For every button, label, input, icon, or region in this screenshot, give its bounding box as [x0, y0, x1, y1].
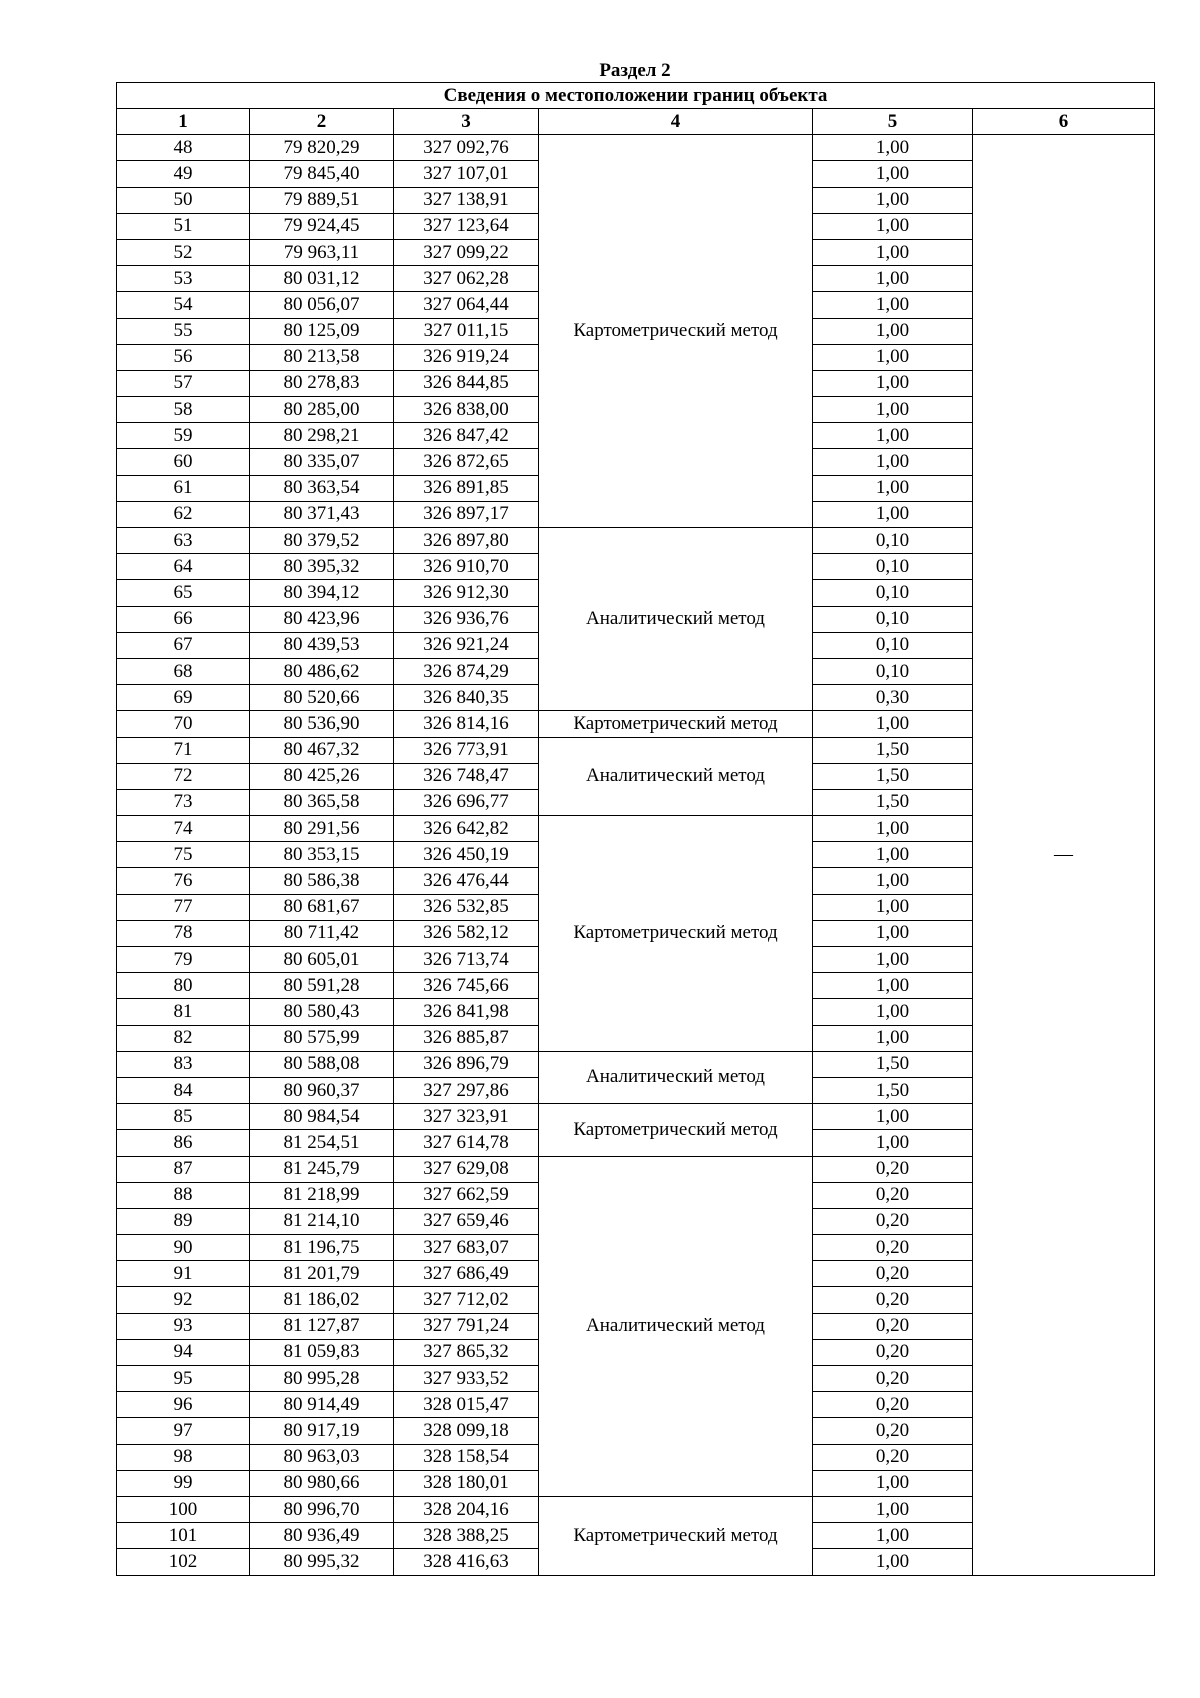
point-number-cell: 88: [117, 1182, 250, 1208]
x-coordinate-cell: 79 889,51: [250, 187, 394, 213]
accuracy-cell: 1,00: [813, 370, 973, 396]
y-coordinate-cell: 327 064,44: [394, 292, 539, 318]
y-coordinate-cell: 326 841,98: [394, 999, 539, 1025]
accuracy-cell: 1,00: [813, 423, 973, 449]
x-coordinate-cell: 80 371,43: [250, 501, 394, 527]
method-cell: Аналитический метод: [539, 1156, 813, 1496]
x-coordinate-cell: 80 125,09: [250, 318, 394, 344]
point-number-cell: 74: [117, 816, 250, 842]
x-coordinate-cell: 81 186,02: [250, 1287, 394, 1313]
accuracy-cell: 1,00: [813, 1523, 973, 1549]
column-header-5: 5: [813, 109, 973, 135]
accuracy-cell: 1,00: [813, 292, 973, 318]
accuracy-cell: 1,00: [813, 161, 973, 187]
point-number-cell: 89: [117, 1208, 250, 1234]
x-coordinate-cell: 80 335,07: [250, 449, 394, 475]
accuracy-cell: 0,20: [813, 1366, 973, 1392]
x-coordinate-cell: 80 365,58: [250, 789, 394, 815]
x-coordinate-cell: 80 963,03: [250, 1444, 394, 1470]
table-row: [117, 135, 1155, 161]
point-number-cell: 59: [117, 423, 250, 449]
accuracy-cell: 0,30: [813, 685, 973, 711]
y-coordinate-cell: 328 204,16: [394, 1496, 539, 1522]
method-cell: Картометрический метод: [539, 816, 813, 1052]
point-number-cell: 73: [117, 789, 250, 815]
boundary-coordinates-table: [116, 82, 1155, 1576]
accuracy-cell: 0,10: [813, 554, 973, 580]
y-coordinate-cell: 327 011,15: [394, 318, 539, 344]
column-header-2: 2: [250, 109, 394, 135]
x-coordinate-cell: 80 520,66: [250, 685, 394, 711]
method-cell: Аналитический метод: [539, 737, 813, 816]
point-number-cell: 50: [117, 187, 250, 213]
x-coordinate-cell: 80 031,12: [250, 266, 394, 292]
x-coordinate-cell: 80 580,43: [250, 999, 394, 1025]
accuracy-cell: 1,00: [813, 947, 973, 973]
point-number-cell: 58: [117, 397, 250, 423]
point-number-cell: 60: [117, 449, 250, 475]
x-coordinate-cell: 81 201,79: [250, 1261, 394, 1287]
accuracy-cell: 0,10: [813, 632, 973, 658]
point-number-cell: 71: [117, 737, 250, 763]
accuracy-cell: 1,00: [813, 1025, 973, 1051]
accuracy-cell: 1,00: [813, 344, 973, 370]
accuracy-cell: 0,10: [813, 658, 973, 684]
point-number-cell: 54: [117, 292, 250, 318]
method-cell: Картометрический метод: [539, 1104, 813, 1156]
y-coordinate-cell: 326 874,29: [394, 658, 539, 684]
point-number-cell: 81: [117, 999, 250, 1025]
column-header-1: 1: [117, 109, 250, 135]
point-number-cell: 55: [117, 318, 250, 344]
x-coordinate-cell: 80 914,49: [250, 1392, 394, 1418]
x-coordinate-cell: 81 254,51: [250, 1130, 394, 1156]
y-coordinate-cell: 328 015,47: [394, 1392, 539, 1418]
accuracy-cell: 1,00: [813, 1549, 973, 1575]
column-header-4: 4: [539, 109, 813, 135]
y-coordinate-cell: 327 107,01: [394, 161, 539, 187]
point-number-cell: 52: [117, 239, 250, 265]
y-coordinate-cell: 327 712,02: [394, 1287, 539, 1313]
accuracy-cell: 1,00: [813, 318, 973, 344]
x-coordinate-cell: 80 575,99: [250, 1025, 394, 1051]
x-coordinate-cell: 80 298,21: [250, 423, 394, 449]
accuracy-cell: 0,20: [813, 1208, 973, 1234]
y-coordinate-cell: 326 450,19: [394, 842, 539, 868]
y-coordinate-cell: 327 933,52: [394, 1366, 539, 1392]
x-coordinate-cell: 80 439,53: [250, 632, 394, 658]
y-coordinate-cell: 326 919,24: [394, 344, 539, 370]
y-coordinate-cell: 328 388,25: [394, 1523, 539, 1549]
point-number-cell: 97: [117, 1418, 250, 1444]
point-number-cell: 99: [117, 1470, 250, 1496]
y-coordinate-cell: 327 865,32: [394, 1339, 539, 1365]
accuracy-cell: 0,20: [813, 1418, 973, 1444]
y-coordinate-cell: 327 659,46: [394, 1208, 539, 1234]
y-coordinate-cell: 327 123,64: [394, 213, 539, 239]
x-coordinate-cell: 81 214,10: [250, 1208, 394, 1234]
column-header-6: 6: [973, 109, 1155, 135]
accuracy-cell: 1,50: [813, 737, 973, 763]
y-coordinate-cell: 327 323,91: [394, 1104, 539, 1130]
point-number-cell: 75: [117, 842, 250, 868]
point-number-cell: 48: [117, 135, 250, 161]
point-number-cell: 84: [117, 1077, 250, 1103]
y-coordinate-cell: 326 840,35: [394, 685, 539, 711]
accuracy-cell: 1,00: [813, 1130, 973, 1156]
point-number-cell: 63: [117, 528, 250, 554]
x-coordinate-cell: 80 605,01: [250, 947, 394, 973]
y-coordinate-cell: 326 936,76: [394, 606, 539, 632]
x-coordinate-cell: 80 363,54: [250, 475, 394, 501]
y-coordinate-cell: 327 662,59: [394, 1182, 539, 1208]
y-coordinate-cell: 327 138,91: [394, 187, 539, 213]
accuracy-cell: 0,10: [813, 580, 973, 606]
x-coordinate-cell: 81 245,79: [250, 1156, 394, 1182]
point-number-cell: 94: [117, 1339, 250, 1365]
x-coordinate-cell: 79 820,29: [250, 135, 394, 161]
x-coordinate-cell: 80 425,26: [250, 763, 394, 789]
x-coordinate-cell: 80 681,67: [250, 894, 394, 920]
point-number-cell: 57: [117, 370, 250, 396]
y-coordinate-cell: 326 896,79: [394, 1051, 539, 1077]
point-number-cell: 65: [117, 580, 250, 606]
x-coordinate-cell: 80 486,62: [250, 658, 394, 684]
x-coordinate-cell: 80 056,07: [250, 292, 394, 318]
x-coordinate-cell: 80 586,38: [250, 868, 394, 894]
point-number-cell: 90: [117, 1235, 250, 1261]
accuracy-cell: 1,00: [813, 920, 973, 946]
accuracy-cell: 1,00: [813, 868, 973, 894]
point-number-cell: 91: [117, 1261, 250, 1287]
y-coordinate-cell: 326 745,66: [394, 973, 539, 999]
y-coordinate-cell: 326 872,65: [394, 449, 539, 475]
x-coordinate-cell: 81 196,75: [250, 1235, 394, 1261]
x-coordinate-cell: 80 379,52: [250, 528, 394, 554]
point-number-cell: 51: [117, 213, 250, 239]
x-coordinate-cell: 81 127,87: [250, 1313, 394, 1339]
column-header-3: 3: [394, 109, 539, 135]
x-coordinate-cell: 80 285,00: [250, 397, 394, 423]
point-number-cell: 98: [117, 1444, 250, 1470]
x-coordinate-cell: 80 917,19: [250, 1418, 394, 1444]
x-coordinate-cell: 80 213,58: [250, 344, 394, 370]
accuracy-cell: 1,00: [813, 213, 973, 239]
y-coordinate-cell: 326 897,80: [394, 528, 539, 554]
accuracy-cell: 1,00: [813, 1104, 973, 1130]
accuracy-cell: 1,50: [813, 763, 973, 789]
x-coordinate-cell: 79 963,11: [250, 239, 394, 265]
y-coordinate-cell: 328 099,18: [394, 1418, 539, 1444]
accuracy-cell: 1,00: [813, 475, 973, 501]
table-caption: Сведения о местоположении границ объекта: [117, 83, 1155, 109]
accuracy-cell: 0,20: [813, 1261, 973, 1287]
y-coordinate-cell: 327 614,78: [394, 1130, 539, 1156]
x-coordinate-cell: 80 278,83: [250, 370, 394, 396]
y-coordinate-cell: 326 838,00: [394, 397, 539, 423]
x-coordinate-cell: 80 536,90: [250, 711, 394, 737]
accuracy-cell: 1,00: [813, 239, 973, 265]
point-number-cell: 95: [117, 1366, 250, 1392]
point-number-cell: 80: [117, 973, 250, 999]
accuracy-cell: 1,00: [813, 449, 973, 475]
point-number-cell: 53: [117, 266, 250, 292]
y-coordinate-cell: 328 158,54: [394, 1444, 539, 1470]
y-coordinate-cell: 328 180,01: [394, 1470, 539, 1496]
x-coordinate-cell: 81 059,83: [250, 1339, 394, 1365]
column6-dash-cell: —: [973, 135, 1155, 1575]
point-number-cell: 70: [117, 711, 250, 737]
x-coordinate-cell: 80 960,37: [250, 1077, 394, 1103]
accuracy-cell: 1,50: [813, 1077, 973, 1103]
point-number-cell: 66: [117, 606, 250, 632]
table-body: [117, 135, 1155, 1575]
y-coordinate-cell: 326 696,77: [394, 789, 539, 815]
x-coordinate-cell: 80 291,56: [250, 816, 394, 842]
x-coordinate-cell: 80 591,28: [250, 973, 394, 999]
point-number-cell: 96: [117, 1392, 250, 1418]
accuracy-cell: 1,00: [813, 894, 973, 920]
accuracy-cell: 1,50: [813, 1051, 973, 1077]
point-number-cell: 101: [117, 1523, 250, 1549]
accuracy-cell: 1,00: [813, 1470, 973, 1496]
y-coordinate-cell: 327 683,07: [394, 1235, 539, 1261]
y-coordinate-cell: 327 099,22: [394, 239, 539, 265]
point-number-cell: 68: [117, 658, 250, 684]
y-coordinate-cell: 326 713,74: [394, 947, 539, 973]
accuracy-cell: 0,20: [813, 1235, 973, 1261]
point-number-cell: 78: [117, 920, 250, 946]
y-coordinate-cell: 326 921,24: [394, 632, 539, 658]
accuracy-cell: 1,50: [813, 789, 973, 815]
point-number-cell: 62: [117, 501, 250, 527]
point-number-cell: 92: [117, 1287, 250, 1313]
accuracy-cell: 0,20: [813, 1156, 973, 1182]
point-number-cell: 85: [117, 1104, 250, 1130]
x-coordinate-cell: 80 467,32: [250, 737, 394, 763]
point-number-cell: 86: [117, 1130, 250, 1156]
accuracy-cell: 1,00: [813, 1496, 973, 1522]
y-coordinate-cell: 326 642,82: [394, 816, 539, 842]
point-number-cell: 83: [117, 1051, 250, 1077]
point-number-cell: 93: [117, 1313, 250, 1339]
x-coordinate-cell: 80 588,08: [250, 1051, 394, 1077]
accuracy-cell: 0,10: [813, 606, 973, 632]
x-coordinate-cell: 81 218,99: [250, 1182, 394, 1208]
y-coordinate-cell: 326 476,44: [394, 868, 539, 894]
section-title: Раздел 2: [599, 60, 671, 81]
y-coordinate-cell: 328 416,63: [394, 1549, 539, 1575]
accuracy-cell: 0,20: [813, 1339, 973, 1365]
accuracy-cell: 1,00: [813, 999, 973, 1025]
y-coordinate-cell: 326 814,16: [394, 711, 539, 737]
x-coordinate-cell: 80 984,54: [250, 1104, 394, 1130]
point-number-cell: 61: [117, 475, 250, 501]
x-coordinate-cell: 80 995,32: [250, 1549, 394, 1575]
y-coordinate-cell: 326 912,30: [394, 580, 539, 606]
accuracy-cell: 1,00: [813, 397, 973, 423]
accuracy-cell: 0,20: [813, 1313, 973, 1339]
accuracy-cell: 1,00: [813, 973, 973, 999]
accuracy-cell: 0,20: [813, 1182, 973, 1208]
y-coordinate-cell: 326 748,47: [394, 763, 539, 789]
y-coordinate-cell: 327 092,76: [394, 135, 539, 161]
accuracy-cell: 1,00: [813, 842, 973, 868]
point-number-cell: 100: [117, 1496, 250, 1522]
accuracy-cell: 0,20: [813, 1444, 973, 1470]
accuracy-cell: 0,20: [813, 1392, 973, 1418]
x-coordinate-cell: 80 936,49: [250, 1523, 394, 1549]
accuracy-cell: 1,00: [813, 266, 973, 292]
accuracy-cell: 0,20: [813, 1287, 973, 1313]
x-coordinate-cell: 80 423,96: [250, 606, 394, 632]
point-number-cell: 64: [117, 554, 250, 580]
x-coordinate-cell: 79 845,40: [250, 161, 394, 187]
y-coordinate-cell: 326 847,42: [394, 423, 539, 449]
point-number-cell: 72: [117, 763, 250, 789]
point-number-cell: 79: [117, 947, 250, 973]
y-coordinate-cell: 326 844,85: [394, 370, 539, 396]
column-header-row: [117, 109, 1155, 135]
y-coordinate-cell: 327 686,49: [394, 1261, 539, 1287]
y-coordinate-cell: 326 532,85: [394, 894, 539, 920]
x-coordinate-cell: 80 996,70: [250, 1496, 394, 1522]
y-coordinate-cell: 326 885,87: [394, 1025, 539, 1051]
y-coordinate-cell: 326 582,12: [394, 920, 539, 946]
point-number-cell: 49: [117, 161, 250, 187]
x-coordinate-cell: 80 395,32: [250, 554, 394, 580]
method-cell: Аналитический метод: [539, 528, 813, 711]
x-coordinate-cell: 80 353,15: [250, 842, 394, 868]
method-cell: Картометрический метод: [539, 711, 813, 737]
point-number-cell: 87: [117, 1156, 250, 1182]
x-coordinate-cell: 80 394,12: [250, 580, 394, 606]
accuracy-cell: 1,00: [813, 816, 973, 842]
point-number-cell: 56: [117, 344, 250, 370]
accuracy-cell: 1,00: [813, 187, 973, 213]
x-coordinate-cell: 79 924,45: [250, 213, 394, 239]
x-coordinate-cell: 80 995,28: [250, 1366, 394, 1392]
method-cell: Картометрический метод: [539, 1496, 813, 1575]
point-number-cell: 67: [117, 632, 250, 658]
accuracy-cell: 1,00: [813, 711, 973, 737]
point-number-cell: 102: [117, 1549, 250, 1575]
method-cell: Аналитический метод: [539, 1051, 813, 1103]
point-number-cell: 77: [117, 894, 250, 920]
accuracy-cell: 0,10: [813, 528, 973, 554]
y-coordinate-cell: 327 062,28: [394, 266, 539, 292]
point-number-cell: 82: [117, 1025, 250, 1051]
point-number-cell: 69: [117, 685, 250, 711]
y-coordinate-cell: 326 891,85: [394, 475, 539, 501]
y-coordinate-cell: 327 629,08: [394, 1156, 539, 1182]
y-coordinate-cell: 327 297,86: [394, 1077, 539, 1103]
accuracy-cell: 1,00: [813, 501, 973, 527]
y-coordinate-cell: 326 897,17: [394, 501, 539, 527]
y-coordinate-cell: 326 910,70: [394, 554, 539, 580]
x-coordinate-cell: 80 711,42: [250, 920, 394, 946]
method-cell: Картометрический метод: [539, 135, 813, 528]
x-coordinate-cell: 80 980,66: [250, 1470, 394, 1496]
y-coordinate-cell: 327 791,24: [394, 1313, 539, 1339]
accuracy-cell: 1,00: [813, 135, 973, 161]
point-number-cell: 76: [117, 868, 250, 894]
y-coordinate-cell: 326 773,91: [394, 737, 539, 763]
